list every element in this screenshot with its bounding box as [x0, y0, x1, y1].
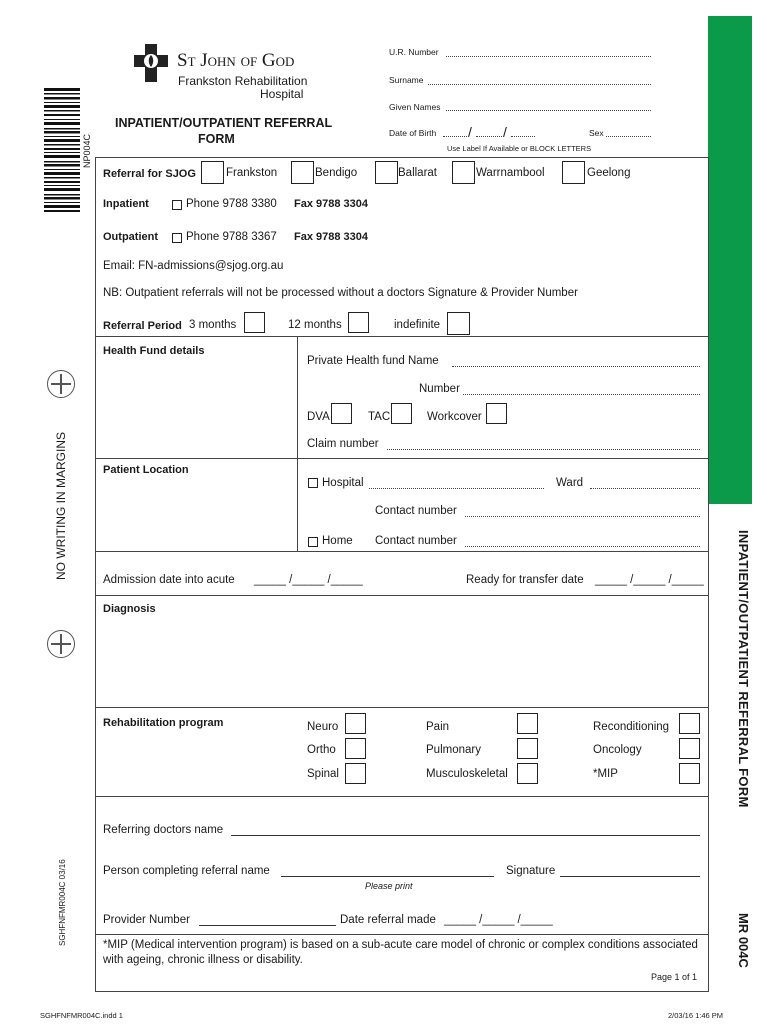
- org-name: St John of God: [177, 50, 295, 71]
- referring-doctor-field[interactable]: [231, 835, 700, 836]
- dob-label: Date of Birth: [389, 128, 437, 138]
- ur-label: U.R. Number: [389, 47, 439, 57]
- fund-number-label: Number: [419, 383, 460, 395]
- tac-checkbox[interactable]: [391, 403, 412, 424]
- side-code: NP004C: [82, 133, 92, 168]
- rehab-ortho-label: Ortho: [307, 744, 336, 756]
- workcover-checkbox[interactable]: [486, 403, 507, 424]
- health-fund-label: Health Fund details: [103, 345, 205, 357]
- sgh-code: SGHFNFMR004C 03/16: [58, 859, 67, 946]
- rehab-musculoskeletal-label: Musculoskeletal: [426, 768, 508, 780]
- bendigo-label: Bendigo: [315, 167, 358, 179]
- given-names-label: Given Names: [389, 102, 441, 112]
- rehab-program-label: Rehabilitation program: [103, 717, 224, 729]
- period-indefinite-checkbox[interactable]: [447, 312, 470, 335]
- period-3m-checkbox[interactable]: [244, 312, 265, 333]
- ready-transfer-date[interactable]: _____ /_____ /_____: [595, 574, 704, 586]
- home-contact-label: Contact number: [375, 535, 457, 547]
- period-12m-checkbox[interactable]: [348, 312, 369, 333]
- home-label: Home: [322, 535, 353, 547]
- outpatient-label: Outpatient: [103, 231, 158, 243]
- form-title-line2: FORM: [198, 132, 235, 146]
- outpatient-fax: Fax 9788 3304: [294, 231, 369, 243]
- form-title-line1: INPATIENT/OUTPATIENT REFERRAL: [115, 116, 333, 130]
- admission-date[interactable]: _____ /_____ /_____: [254, 574, 363, 586]
- ballarat-label: Ballarat: [398, 167, 437, 179]
- org-line2: Hospital: [260, 87, 304, 101]
- bendigo-checkbox[interactable]: [291, 161, 314, 184]
- inpatient-phone: Phone 9788 3380: [186, 198, 277, 210]
- claim-number-label: Claim number: [307, 438, 379, 450]
- ward-label: Ward: [556, 477, 584, 489]
- email-text: Email: FN-admissions@sjog.org.au: [103, 260, 284, 272]
- tac-label: TAC: [368, 411, 391, 423]
- home-checkbox[interactable]: [308, 537, 318, 547]
- admission-label: Admission date into acute: [103, 574, 235, 586]
- patient-location-label: Patient Location: [103, 464, 189, 476]
- margin-note: NO WRITING IN MARGINS: [54, 432, 68, 580]
- signature-field[interactable]: [560, 876, 700, 877]
- rehab-reconditioning-checkbox[interactable]: [679, 713, 700, 734]
- dva-checkbox[interactable]: [331, 403, 352, 424]
- outpatient-phone: Phone 9788 3367: [186, 231, 277, 243]
- warrnambool-checkbox[interactable]: [452, 161, 475, 184]
- referral-for-label: Referral for SJOG: [103, 168, 196, 180]
- provider-number-field[interactable]: [199, 925, 336, 926]
- referral-period-label: Referral Period: [103, 320, 182, 332]
- date-referral-field[interactable]: _____ /_____ /_____: [444, 914, 553, 926]
- frankston-label: Frankston: [226, 167, 278, 179]
- rehab-mip-label: *MIP: [593, 768, 618, 780]
- outpatient-checkbox[interactable]: [172, 233, 182, 243]
- rehab-spinal-checkbox[interactable]: [345, 763, 366, 784]
- rehab-neuro-label: Neuro: [307, 721, 339, 733]
- nb-text: NB: Outpatient referrals will not be processed without a doctors Signature & Provider Number: [103, 287, 578, 299]
- footer-timestamp: 2/03/16 1:46 PM: [668, 1011, 724, 1020]
- page-number: Page 1 of 1: [651, 972, 698, 982]
- referring-doctor-label: Referring doctors name: [103, 824, 224, 836]
- claim-number-field[interactable]: [387, 449, 700, 450]
- geelong-checkbox[interactable]: [562, 161, 585, 184]
- person-completing-field[interactable]: [281, 876, 494, 877]
- frankston-checkbox[interactable]: [201, 161, 224, 184]
- hospital-label: Hospital: [322, 477, 364, 489]
- registration-mark-bottom: [47, 630, 75, 658]
- rehab-pain-checkbox[interactable]: [517, 713, 538, 734]
- registration-mark-top: [47, 370, 75, 398]
- rehab-ortho-checkbox[interactable]: [345, 738, 366, 759]
- date-referral-label: Date referral made: [340, 914, 436, 926]
- rehab-oncology-label: Oncology: [593, 744, 642, 756]
- fund-number-field[interactable]: [463, 394, 700, 395]
- rehab-neuro-checkbox[interactable]: [345, 713, 366, 734]
- rehab-pain-label: Pain: [426, 721, 450, 733]
- signature-label: Signature: [506, 865, 556, 877]
- inpatient-checkbox[interactable]: [172, 200, 182, 210]
- rehab-reconditioning-label: Reconditioning: [593, 721, 670, 733]
- rehab-mip-checkbox[interactable]: [679, 763, 700, 784]
- ballarat-checkbox[interactable]: [375, 161, 398, 184]
- period-12m-label: 12 months: [288, 319, 342, 331]
- sex-label: Sex: [589, 128, 604, 138]
- person-completing-label: Person completing referral name: [103, 865, 270, 877]
- side-title: INPATIENT/OUTPATIENT REFERRAL FORM: [736, 530, 751, 808]
- mip-note: *MIP (Medical intervention program) is based on a sub-acute care model of chronic or complex conditions associated with ageing, chronic illness or disability.: [103, 939, 698, 966]
- footer-file: SGHFNFMR004C.indd 1: [40, 1011, 123, 1020]
- dva-label: DVA: [307, 411, 330, 423]
- org-line1: Frankston Rehabilitation: [178, 74, 308, 88]
- rehab-musculoskeletal-checkbox[interactable]: [517, 763, 538, 784]
- hospital-contact-field[interactable]: [465, 516, 700, 517]
- hospital-checkbox[interactable]: [308, 478, 318, 488]
- ward-field[interactable]: [590, 488, 700, 489]
- hospital-contact-label: Contact number: [375, 505, 457, 517]
- sjog-cross-logo: [130, 42, 172, 84]
- provider-number-label: Provider Number: [103, 914, 190, 926]
- private-fund-label: Private Health fund Name: [307, 355, 439, 367]
- diagnosis-label: Diagnosis: [103, 603, 156, 615]
- rehab-pulmonary-checkbox[interactable]: [517, 738, 538, 759]
- side-mr-code: MR 004C: [736, 913, 751, 968]
- private-fund-name-field[interactable]: [452, 366, 700, 367]
- period-indefinite-label: indefinite: [394, 319, 441, 331]
- barcode: [44, 88, 80, 214]
- inpatient-label: Inpatient: [103, 198, 149, 210]
- rehab-oncology-checkbox[interactable]: [679, 738, 700, 759]
- please-print-note: Please print: [365, 881, 413, 891]
- geelong-label: Geelong: [587, 167, 631, 179]
- workcover-label: Workcover: [427, 411, 482, 423]
- warrnambool-label: Warrnambool: [476, 167, 545, 179]
- green-side-bar: [708, 16, 752, 504]
- rehab-pulmonary-label: Pulmonary: [426, 744, 481, 756]
- label-note: Use Label If Available or BLOCK LETTERS: [447, 144, 592, 153]
- hospital-field[interactable]: [369, 488, 544, 489]
- period-3m-label: 3 months: [189, 319, 237, 331]
- inpatient-fax: Fax 9788 3304: [294, 198, 369, 210]
- surname-label: Surname: [389, 75, 424, 85]
- ready-transfer-label: Ready for transfer date: [466, 574, 584, 586]
- rehab-spinal-label: Spinal: [307, 768, 339, 780]
- home-contact-field[interactable]: [465, 546, 700, 547]
